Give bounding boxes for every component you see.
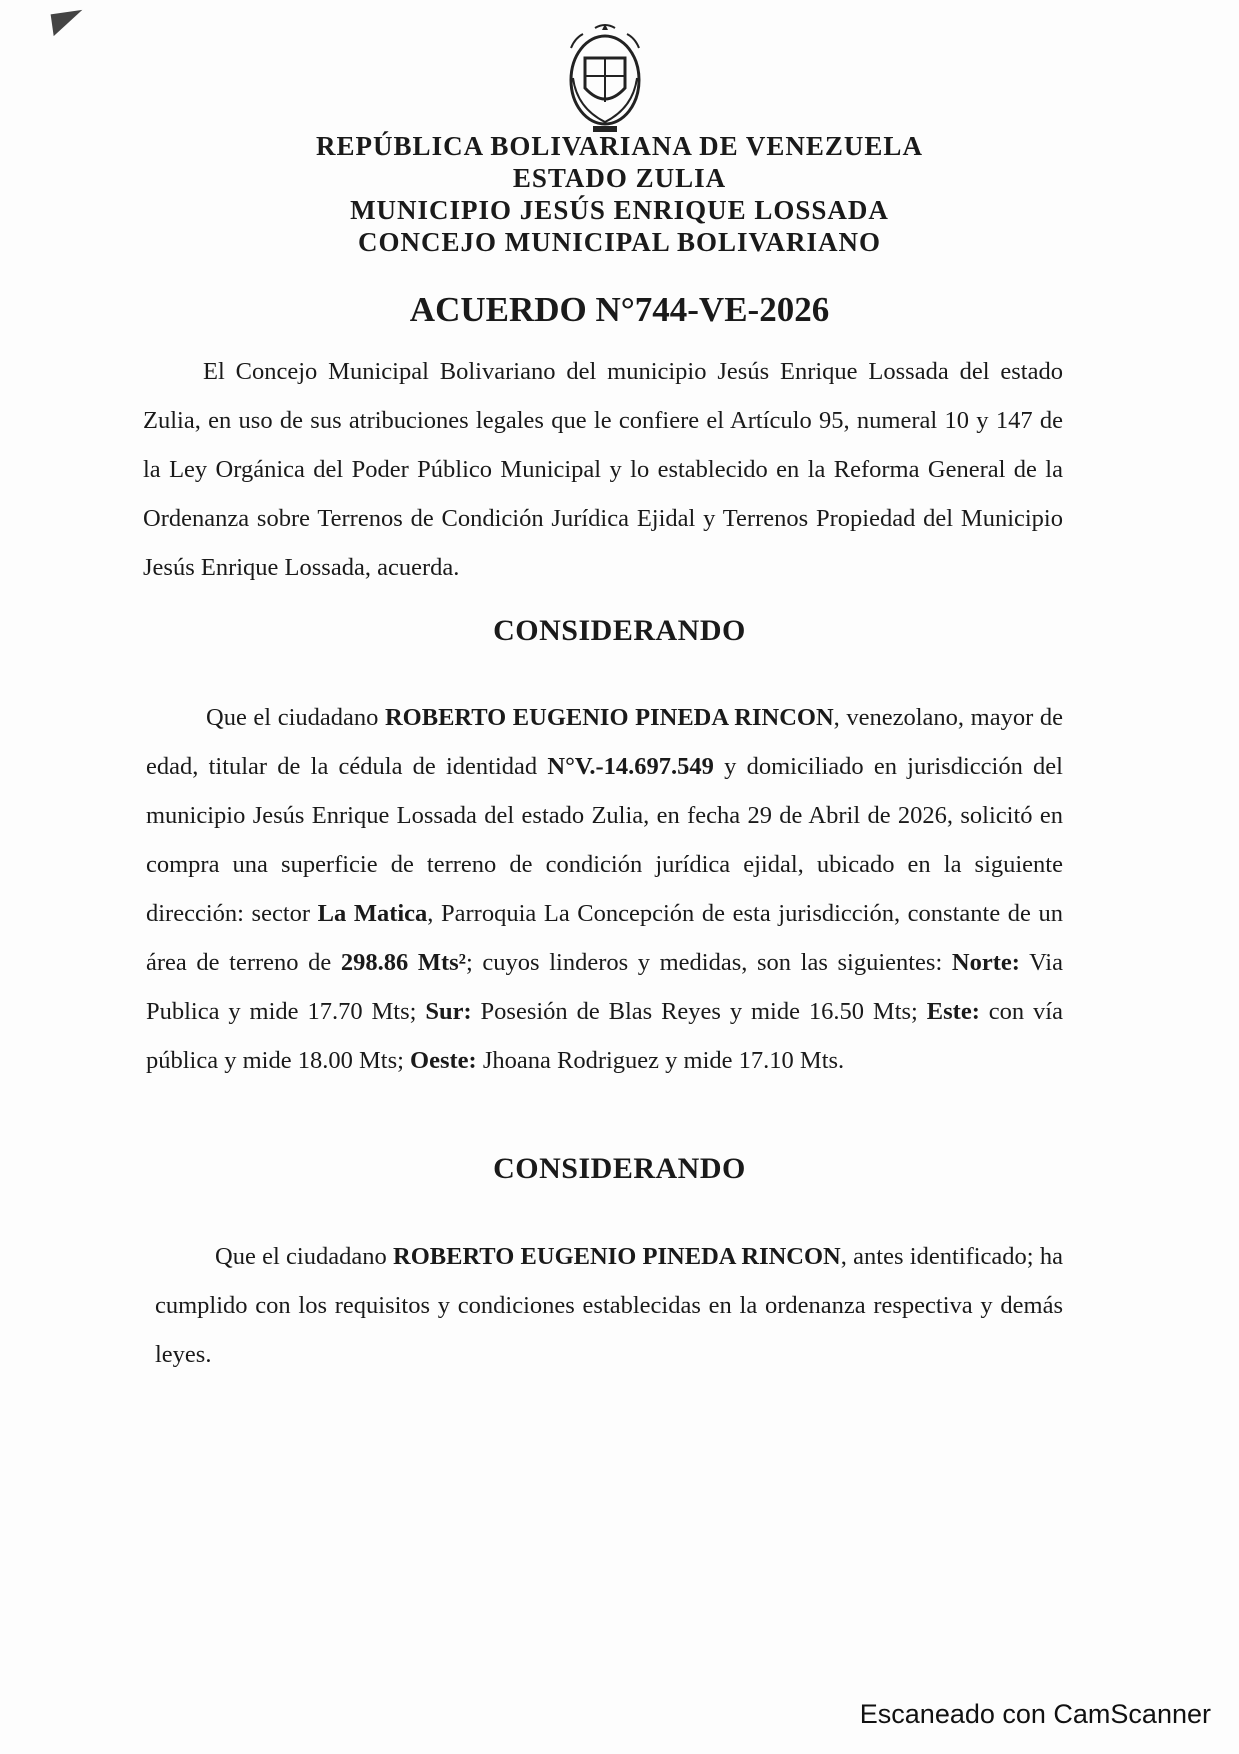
header-council: CONCEJO MUNICIPAL BOLIVARIANO (357, 227, 882, 257)
corner-mark (51, 10, 86, 36)
header-municipality: MUNICIPIO JESÚS ENRIQUE LOSSADA (350, 195, 889, 225)
paragraph-text: y domiciliado en jurisdicción del municipio Jesús Enrique Lossada del estado Zulia, en fecha 29 de Abril de 2026, solicitó en compra una superficie de terreno de condición jurídica ejidal, ubicado en la siguiente dirección: sector (146, 753, 1063, 927)
paragraph-text: , Parroquia La Concepción de esta jurisdicción, constante de un área de terreno de (146, 900, 1064, 976)
paragraph-text: con vía pública y mide 18.00 Mts; (146, 998, 1063, 1074)
considerando-paragraph-1 (146, 693, 1063, 1085)
intro-paragraph (143, 347, 1063, 592)
id-number: N°V.-14.697.549 (547, 753, 714, 780)
citizen-name: ROBERTO EUGENIO PINEDA RINCON (384, 704, 834, 731)
citizen-name: ROBERTO EUGENIO PINEDA RINCON (393, 1243, 841, 1270)
scanner-watermark: Escaneado con CamScanner (859, 1699, 1211, 1729)
paragraph-text: Jhoana Rodriguez y mide 17.10 Mts. (476, 1047, 845, 1074)
boundary-east-label: Este: (926, 998, 980, 1025)
intro-text: El Concejo Municipal Bolivariano del municipio Jesús Enrique Lossada del estado Zulia, en uso de sus atribuciones legales que le confiere el Artículo 95, numeral 10 y 147 de la Ley Orgánica del Poder Público Municipal y lo establecido en la Reforma General de la Ordenanza sobre Terrenos de Condición Jurídica Ejidal y Terrenos Propiedad del Municipio Jesús Enrique Lossada, acuerda. (143, 358, 1063, 581)
document-header (0, 130, 1239, 258)
land-area: 298.86 Mts² (340, 949, 467, 976)
paragraph-text: , antes identificado; ha cumplido con los requisitos y condiciones establecidas en la ordenanza respectiva y demás leyes. (155, 1243, 1063, 1368)
coat-of-arms-seal-icon (555, 18, 655, 138)
paragraph-text: Via Publica y mide 17.70 Mts; (146, 949, 1063, 1025)
paragraph-text: Que el ciudadano (215, 1243, 394, 1270)
considerando-heading-1: CONSIDERANDO (493, 614, 746, 647)
paragraph-text: Que el ciudadano (206, 704, 385, 731)
considerando-paragraph-2 (155, 1232, 1063, 1379)
paragraph-text: ; cuyos linderos y medidas, son las siguientes: (466, 949, 952, 976)
sector-name: La Matica (317, 900, 428, 927)
agreement-title: ACUERDO N°744-VE-2026 (409, 290, 830, 329)
header-state: ESTADO ZULIA (512, 163, 727, 193)
paragraph-text: Posesión de Blas Reyes y mide 16.50 Mts; (471, 998, 927, 1025)
boundary-south-label: Sur: (425, 998, 472, 1025)
header-republic: REPÚBLICA BOLIVARIANA DE VENEZUELA (316, 131, 923, 161)
paragraph-text: , venezolano, mayor de edad, titular de la cédula de identidad (146, 704, 1063, 780)
boundary-west-label: Oeste: (410, 1047, 477, 1074)
boundary-north-label: Norte: (951, 949, 1020, 976)
considerando-heading-2: CONSIDERANDO (493, 1152, 746, 1185)
